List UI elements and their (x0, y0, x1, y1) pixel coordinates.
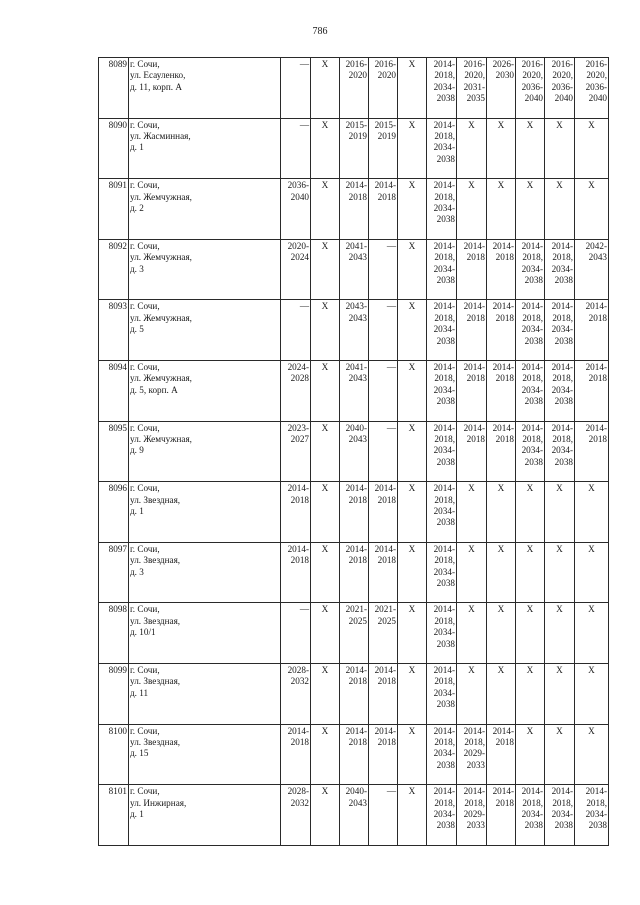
period-cell-col-8: 2014- 2018, 2034- 2038 (427, 663, 457, 724)
period-cell-col-7: X (398, 239, 427, 300)
period-cell-col-5: 2014- 2018 (340, 482, 369, 543)
period-cell-col-11: 2014- 2018, 2034- 2038 (516, 785, 545, 846)
period-cell-col-5: 2015- 2019 (340, 118, 369, 179)
period-cell-col-6: 2014- 2018 (369, 663, 398, 724)
address-cell: г. Сочи, ул. Жемчужная, д. 5 (129, 300, 281, 361)
period-cell-col-11: 2014- 2018, 2034- 2038 (516, 421, 545, 482)
table-row (99, 542, 609, 603)
period-cell-col-13: X (575, 179, 609, 240)
period-cell-col-12: 2014- 2018, 2034- 2038 (545, 360, 575, 421)
period-cell-col-7: X (398, 724, 427, 785)
period-cell-col-3: 2014- 2018 (281, 482, 311, 543)
period-cell-col-7: X (398, 179, 427, 240)
period-cell-col-5: 2014- 2018 (340, 542, 369, 603)
period-cell-col-13: X (575, 724, 609, 785)
period-cell-col-7: X (398, 421, 427, 482)
period-cell-col-12: X (545, 663, 575, 724)
period-cell-col-11: 2014- 2018, 2034- 2038 (516, 360, 545, 421)
period-cell-col-8: 2014- 2018, 2034- 2038 (427, 603, 457, 664)
period-cell-col-6: 2015- 2019 (369, 118, 398, 179)
period-cell-col-12: X (545, 179, 575, 240)
table-body (99, 58, 609, 846)
period-cell-col-8: 2014- 2018, 2034- 2038 (427, 360, 457, 421)
table-row (99, 179, 609, 240)
period-cell-col-5: 2014- 2018 (340, 724, 369, 785)
row-number-cell: 8091 (99, 179, 129, 240)
period-cell-col-5: 2041- 2043 (340, 360, 369, 421)
address-cell: г. Сочи, ул. Звездная, д. 15 (129, 724, 281, 785)
period-cell-col-9: 2016- 2020, 2031- 2035 (457, 58, 487, 119)
table-row (99, 663, 609, 724)
period-cell-col-12: 2014- 2018, 2034- 2038 (545, 421, 575, 482)
period-cell-col-6: — (369, 360, 398, 421)
period-cell-col-4: X (311, 239, 340, 300)
table-row (99, 482, 609, 543)
period-cell-col-10: 2014- 2018 (487, 239, 516, 300)
table-row (99, 58, 609, 119)
row-number-cell: 8099 (99, 663, 129, 724)
period-cell-col-3: 2014- 2018 (281, 542, 311, 603)
address-cell: г. Сочи, ул. Звездная, д. 10/1 (129, 603, 281, 664)
table-row (99, 724, 609, 785)
period-cell-col-6: 2014- 2018 (369, 724, 398, 785)
table-row (99, 118, 609, 179)
period-cell-col-13: 2014- 2018 (575, 421, 609, 482)
period-cell-col-11: X (516, 118, 545, 179)
period-cell-col-6: 2021- 2025 (369, 603, 398, 664)
period-cell-col-4: X (311, 724, 340, 785)
period-cell-col-6: 2014- 2018 (369, 179, 398, 240)
period-cell-col-9: X (457, 179, 487, 240)
address-cell: г. Сочи, ул. Жемчужная, д. 5, корп. А (129, 360, 281, 421)
row-number-cell: 8092 (99, 239, 129, 300)
period-cell-col-5: 2014- 2018 (340, 179, 369, 240)
period-cell-col-7: X (398, 360, 427, 421)
address-cell: г. Сочи, ул. Жемчужная, д. 2 (129, 179, 281, 240)
period-cell-col-9: X (457, 118, 487, 179)
address-cell: г. Сочи, ул. Звездная, д. 1 (129, 482, 281, 543)
row-number-cell: 8089 (99, 58, 129, 119)
period-cell-col-13: X (575, 603, 609, 664)
period-cell-col-11: 2014- 2018, 2034- 2038 (516, 300, 545, 361)
table-row (99, 239, 609, 300)
period-cell-col-7: X (398, 542, 427, 603)
period-cell-col-12: X (545, 724, 575, 785)
period-cell-col-6: 2016- 2020 (369, 58, 398, 119)
repair-schedule-table (98, 57, 609, 846)
period-cell-col-7: X (398, 58, 427, 119)
period-cell-col-8: 2014- 2018, 2034- 2038 (427, 724, 457, 785)
period-cell-col-10: X (487, 542, 516, 603)
table-row (99, 785, 609, 846)
period-cell-col-9: 2014- 2018, 2029- 2033 (457, 724, 487, 785)
period-cell-col-8: 2014- 2018, 2034- 2038 (427, 542, 457, 603)
period-cell-col-4: X (311, 179, 340, 240)
row-number-cell: 8093 (99, 300, 129, 361)
period-cell-col-9: 2014- 2018 (457, 239, 487, 300)
address-cell: г. Сочи, ул. Жемчужная, д. 3 (129, 239, 281, 300)
period-cell-col-4: X (311, 421, 340, 482)
period-cell-col-8: 2014- 2018, 2034- 2038 (427, 785, 457, 846)
period-cell-col-7: X (398, 663, 427, 724)
period-cell-col-13: 2014- 2018 (575, 300, 609, 361)
period-cell-col-13: 2014- 2018 (575, 360, 609, 421)
period-cell-col-9: 2014- 2018 (457, 360, 487, 421)
period-cell-col-11: 2016- 2020, 2036- 2040 (516, 58, 545, 119)
period-cell-col-6: 2014- 2018 (369, 482, 398, 543)
period-cell-col-9: X (457, 603, 487, 664)
period-cell-col-6: — (369, 239, 398, 300)
address-cell: г. Сочи, ул. Жасминная, д. 1 (129, 118, 281, 179)
period-cell-col-12: X (545, 118, 575, 179)
period-cell-col-12: 2014- 2018, 2034- 2038 (545, 300, 575, 361)
period-cell-col-10: 2014- 2018 (487, 360, 516, 421)
period-cell-col-4: X (311, 360, 340, 421)
period-cell-col-4: X (311, 785, 340, 846)
table-row (99, 300, 609, 361)
period-cell-col-10: X (487, 663, 516, 724)
period-cell-col-13: X (575, 663, 609, 724)
period-cell-col-13: 2016- 2020, 2036- 2040 (575, 58, 609, 119)
period-cell-col-8: 2014- 2018, 2034- 2038 (427, 421, 457, 482)
period-cell-col-4: X (311, 482, 340, 543)
address-cell: г. Сочи, ул. Звездная, д. 11 (129, 663, 281, 724)
address-cell: г. Сочи, ул. Жемчужная, д. 9 (129, 421, 281, 482)
period-cell-col-13: 2014- 2018, 2034- 2038 (575, 785, 609, 846)
period-cell-col-3: 2014- 2018 (281, 724, 311, 785)
table-row (99, 421, 609, 482)
address-cell: г. Сочи, ул. Инжирная, д. 1 (129, 785, 281, 846)
period-cell-col-5: 2043- 2043 (340, 300, 369, 361)
period-cell-col-7: X (398, 300, 427, 361)
period-cell-col-11: X (516, 663, 545, 724)
row-number-cell: 8090 (99, 118, 129, 179)
period-cell-col-8: 2014- 2018, 2034- 2038 (427, 58, 457, 119)
period-cell-col-5: 2016- 2020 (340, 58, 369, 119)
period-cell-col-8: 2014- 2018, 2034- 2038 (427, 179, 457, 240)
period-cell-col-9: X (457, 663, 487, 724)
period-cell-col-11: 2014- 2018, 2034- 2038 (516, 239, 545, 300)
period-cell-col-3: 2028- 2032 (281, 785, 311, 846)
row-number-cell: 8098 (99, 603, 129, 664)
period-cell-col-9: 2014- 2018 (457, 421, 487, 482)
period-cell-col-3: — (281, 58, 311, 119)
period-cell-col-3: 2028- 2032 (281, 663, 311, 724)
period-cell-col-11: X (516, 482, 545, 543)
period-cell-col-13: X (575, 542, 609, 603)
period-cell-col-4: X (311, 300, 340, 361)
period-cell-col-4: X (311, 603, 340, 664)
address-cell: г. Сочи, ул. Звездная, д. 3 (129, 542, 281, 603)
row-number-cell: 8095 (99, 421, 129, 482)
period-cell-col-7: X (398, 482, 427, 543)
period-cell-col-4: X (311, 118, 340, 179)
period-cell-col-6: — (369, 785, 398, 846)
period-cell-col-9: 2014- 2018, 2029- 2033 (457, 785, 487, 846)
period-cell-col-10: 2014- 2018 (487, 421, 516, 482)
period-cell-col-8: 2014- 2018, 2034- 2038 (427, 239, 457, 300)
period-cell-col-4: X (311, 542, 340, 603)
period-cell-col-9: X (457, 482, 487, 543)
period-cell-col-11: X (516, 179, 545, 240)
row-number-cell: 8100 (99, 724, 129, 785)
period-cell-col-10: X (487, 482, 516, 543)
period-cell-col-7: X (398, 118, 427, 179)
period-cell-col-3: 2020- 2024 (281, 239, 311, 300)
period-cell-col-3: — (281, 300, 311, 361)
period-cell-col-12: 2014- 2018, 2034- 2038 (545, 785, 575, 846)
period-cell-col-13: X (575, 482, 609, 543)
period-cell-col-12: 2016- 2020, 2036- 2040 (545, 58, 575, 119)
period-cell-col-5: 2014- 2018 (340, 663, 369, 724)
period-cell-col-6: — (369, 421, 398, 482)
row-number-cell: 8094 (99, 360, 129, 421)
period-cell-col-11: X (516, 542, 545, 603)
period-cell-col-10: X (487, 603, 516, 664)
period-cell-col-3: 2036- 2040 (281, 179, 311, 240)
period-cell-col-10: 2014- 2018 (487, 724, 516, 785)
period-cell-col-8: 2014- 2018, 2034- 2038 (427, 482, 457, 543)
period-cell-col-5: 2040- 2043 (340, 785, 369, 846)
period-cell-col-3: 2023- 2027 (281, 421, 311, 482)
period-cell-col-8: 2014- 2018, 2034- 2038 (427, 118, 457, 179)
period-cell-col-8: 2014- 2018, 2034- 2038 (427, 300, 457, 361)
period-cell-col-13: 2042- 2043 (575, 239, 609, 300)
period-cell-col-5: 2021- 2025 (340, 603, 369, 664)
period-cell-col-7: X (398, 785, 427, 846)
period-cell-col-10: 2014- 2018 (487, 300, 516, 361)
period-cell-col-11: X (516, 603, 545, 664)
period-cell-col-5: 2040- 2043 (340, 421, 369, 482)
period-cell-col-11: X (516, 724, 545, 785)
period-cell-col-4: X (311, 663, 340, 724)
table-row (99, 603, 609, 664)
period-cell-col-6: — (369, 300, 398, 361)
period-cell-col-9: 2014- 2018 (457, 300, 487, 361)
period-cell-col-10: 2014- 2018 (487, 785, 516, 846)
row-number-cell: 8096 (99, 482, 129, 543)
period-cell-col-4: X (311, 58, 340, 119)
period-cell-col-10: 2026- 2030 (487, 58, 516, 119)
period-cell-col-12: 2014- 2018, 2034- 2038 (545, 239, 575, 300)
period-cell-col-3: — (281, 118, 311, 179)
period-cell-col-5: 2041- 2043 (340, 239, 369, 300)
period-cell-col-6: 2014- 2018 (369, 542, 398, 603)
period-cell-col-3: — (281, 603, 311, 664)
period-cell-col-10: X (487, 179, 516, 240)
table-row (99, 360, 609, 421)
row-number-cell: 8097 (99, 542, 129, 603)
period-cell-col-10: X (487, 118, 516, 179)
period-cell-col-3: 2024- 2028 (281, 360, 311, 421)
row-number-cell: 8101 (99, 785, 129, 846)
period-cell-col-9: X (457, 542, 487, 603)
period-cell-col-7: X (398, 603, 427, 664)
address-cell: г. Сочи, ул. Есауленко, д. 11, корп. А (129, 58, 281, 119)
period-cell-col-12: X (545, 603, 575, 664)
period-cell-col-12: X (545, 482, 575, 543)
period-cell-col-13: X (575, 118, 609, 179)
page-number: 786 (312, 26, 328, 37)
period-cell-col-12: X (545, 542, 575, 603)
